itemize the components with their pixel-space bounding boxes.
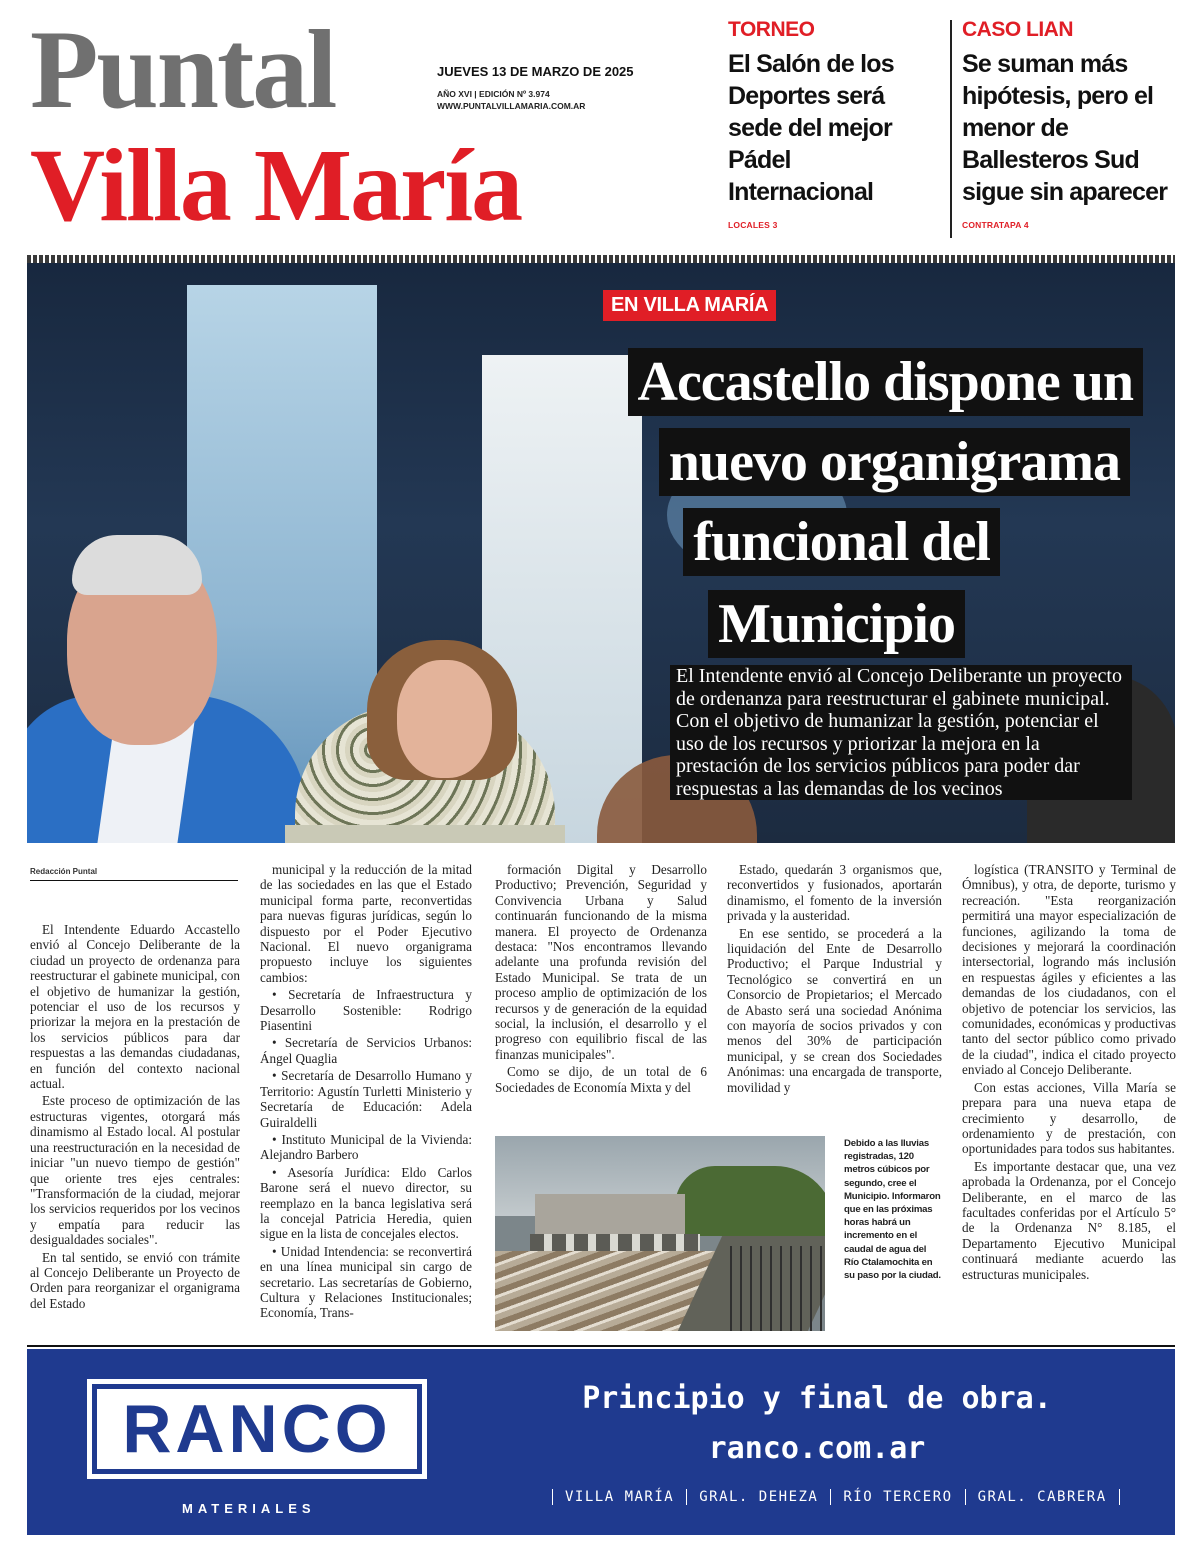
paragraph: Con estas acciones, Villa María se prepara para una nueva etapa de crecimiento y desarrollo, de ordenamiento y de prestación, con oportunidades para todos sus habitantes. [962, 1079, 1176, 1157]
lead-headline-line-3[interactable]: funcional del [683, 508, 1000, 576]
lead-kicker: EN VILLA MARÍA [603, 290, 776, 321]
paragraph: Este proceso de optimización de las estructuras vigentes, otorgará más dinamismo al Estado local. Al postular una reestructuración en la necesidad de iniciar "un nuevo tiempo de gestión" que oriente tres ejes centrales: "Transformación de la ciudad, mejorar los servicios requeridos por los vecinos y empatía para reducir las desigualdades sociales". [30, 1093, 240, 1248]
teaser-kicker: CASO LIAN [962, 18, 1073, 41]
ad-slogan: Principio y final de obra. [582, 1381, 1052, 1416]
dam-structure [535, 1194, 685, 1234]
ad-location: VILLA MARÍA [552, 1489, 686, 1505]
lead-deck: El Intendente envió al Concejo Deliberante un proyecto de ordenanza para reestructurar el gabinete municipal. Con el objetivo de humanizar la gestión, potenciar el uso de los recursos y priorizar la mejora en la prestación de los servicios públicos para poder dar respuestas a las demandas de los vecinos [670, 665, 1132, 800]
teaser-headline[interactable]: Se suman más hipótesis, pero el menor de Ballesteros Sud sigue sin aparecer [962, 50, 1168, 206]
ad-location: GRAL. DEHEZA [686, 1489, 830, 1505]
list-item: • Unidad Intendencia: se reconvertirá en una línea municipal sin cargo de secretario. Las secretarías de Gobierno, Cultura y Relaciones Institucionales; Economía, Trans- [260, 1243, 472, 1321]
masthead-title-city: Villa María [30, 128, 522, 243]
list-item: • Instituto Municipal de la Vivienda: Alejandro Barbero [260, 1131, 472, 1163]
dam-railing [730, 1246, 825, 1331]
paragraph: formación Digital y Desarrollo Productivo; Prevención, Seguridad y Convivencia Urbana y Salud continuarán funcionando de la misma manera. El proyecto de Ordenanza destaca: "Nos encontramos llevando adelante una profunda revisión del Estado Municipal. Se trata de un proceso amplio de optimización de los recursos y de generación de la equidad social, la inclusión, el desarrollo y el progreso con equilibrio fiscal de las finanzas municipales". [495, 862, 707, 1062]
issue-date: JUEVES 13 DE MARZO DE 2025 [437, 64, 634, 79]
list-item: • Secretaría de Servicios Urbanos: Ángel Quaglia [260, 1035, 472, 1066]
article-column-1 [30, 922, 240, 1313]
ad-divider [27, 1345, 1175, 1347]
dam-photo [495, 1136, 825, 1331]
article-column-3 [495, 862, 707, 1097]
byline-rule [30, 880, 238, 881]
lead-headline-line-1[interactable]: Accastello dispone un [628, 348, 1144, 416]
ranco-logo-subtitle: MATERIALES [182, 1501, 316, 1516]
ranco-advertisement[interactable] [27, 1349, 1175, 1535]
paragraph: municipal y la reducción de la mitad de las sociedades en las que el Estado municipal forma parte, reconvertidas para nuevas figuras jurídicas, según lo dispuesto por el Poder Ejecutivo Nacional. El nuevo organigrama propuesto incluye los siguientes cambios: [260, 862, 472, 985]
ad-url[interactable]: ranco.com.ar [708, 1431, 926, 1466]
ranco-logo [87, 1379, 427, 1479]
list-item: • Asesoría Jurídica: Eldo Carlos Barone será el nuevo director, su reemplazo en la banca legislativa será la concejal Patricia Heredia, quien sigue en la lista de concejales electos. [260, 1164, 472, 1242]
teaser-headline[interactable]: El Salón de los Deportes será sede del mejor Pádel Internacional [728, 50, 894, 206]
paragraph: En ese sentido, se procederá a la liquidación del Ente de Desarrollo Productivo; el Parque Industrial y Tecnológico se convertirá en un Consorcio de Propietarios; el Mercado de Abasto será una sociedad Anónima con mayoría de socios privados y con menos del 30% de participación municipal, y se crean dos Sociedades Anónimas: una encargada de transporte, movilidad y [727, 925, 942, 1095]
masthead-title-puntal: Puntal [30, 8, 336, 132]
lead-headline-line-2[interactable]: nuevo organigrama [659, 428, 1130, 496]
ad-location: GRAL. CABRERA [965, 1489, 1120, 1505]
paragraph: En tal sentido, se envió con trámite al Concejo Deliberante un Proyecto de Orden para reorganizar el organigrama del Estado [30, 1249, 240, 1311]
ad-locations [552, 1489, 1120, 1505]
paragraph: Es importante destacar que, una vez aprobada la Ordenanza, por el Concejo Deliberante, en el marco de las facultades conferidas por el Artículo 5° de la Ordenanza N° 8.185, el Departamento Ejecutivo Municipal continuará mediante acuerdo las estructuras municipales. [962, 1158, 1176, 1282]
dam-photo-trees [675, 1166, 825, 1236]
issue-edition: AÑO XVI | EDICIÓN Nº 3.974 [437, 89, 550, 99]
list-item: • Secretaría de Infraestructura y Desarrollo Sostenible: Rodrigo Piasentini [260, 987, 472, 1034]
teaser-page-ref: CONTRATAPA 4 [962, 220, 1029, 230]
teaser-page-ref: LOCALES 3 [728, 220, 778, 230]
article-column-5 [962, 862, 1176, 1284]
list-item: • Secretaría de Desarrollo Humano y Territorio: Agustín Turletti Ministerio y Secretaría de Educación: Adela Guiraldelli [260, 1068, 472, 1130]
paragraph: Estado, quedarán 3 organismos que, reconvertidos y fusionados, aportarán dinamismo, el fomento de la inversión privada y la austeridad. [727, 862, 942, 924]
teaser-kicker: TORNEO [728, 18, 815, 41]
article-byline: Redacción Puntal [30, 867, 98, 876]
paragraph: El Intendente Eduardo Accastello envió al Concejo Deliberante de la ciudad un proyecto de ordenanza para reestructurar el gabinete municipal, con el objetivo de humanizar la gestión, potenciar el uso de los recursos y priorizar la mejora en la prestación de los servicios públicos para dar respuestas a las demandas ciudadanas, en función del contexto nacional actual. [30, 922, 240, 1092]
photo-caption: Debido a las lluvias registradas, 120 metros cúbicos por segundo, cree el Municipio. Informaron que en las próximas horas habrá un incremento en el caudal de agua del Río Ctalamochita en su paso por la ciudad. [844, 1138, 941, 1282]
paragraph: Como se dijo, de un total de 6 Sociedades de Economía Mixta y del [495, 1064, 707, 1095]
site-url[interactable]: WWW.PUNTALVILLAMARIA.COM.AR [437, 101, 586, 111]
lead-headline-line-4[interactable]: Municipio [708, 590, 965, 658]
paragraph: logística (TRANSITO y Terminal de Ómnibus), y otra, de deporte, turismo y recreación. "Esta reorganización permitirá una mayor especialización de funciones, agilizando la toma de decisiones y mejorará la coordinación intersectorial, logrando más inclusión en respuestas ágiles y eficientes a las demandas de los ciudadanos, con el objetivo de potenciar los servicios, las comunidades, económicas y productivas tanto del sector público como privado de la ciudad", indica el citado proyecto enviado al Concejo Deliberante. [962, 862, 1176, 1078]
article-column-4 [727, 862, 942, 1097]
ranco-logo-text: RANCO [122, 1391, 392, 1467]
ad-location: RÍO TERCERO [830, 1489, 964, 1505]
article-column-2 [260, 862, 472, 1323]
